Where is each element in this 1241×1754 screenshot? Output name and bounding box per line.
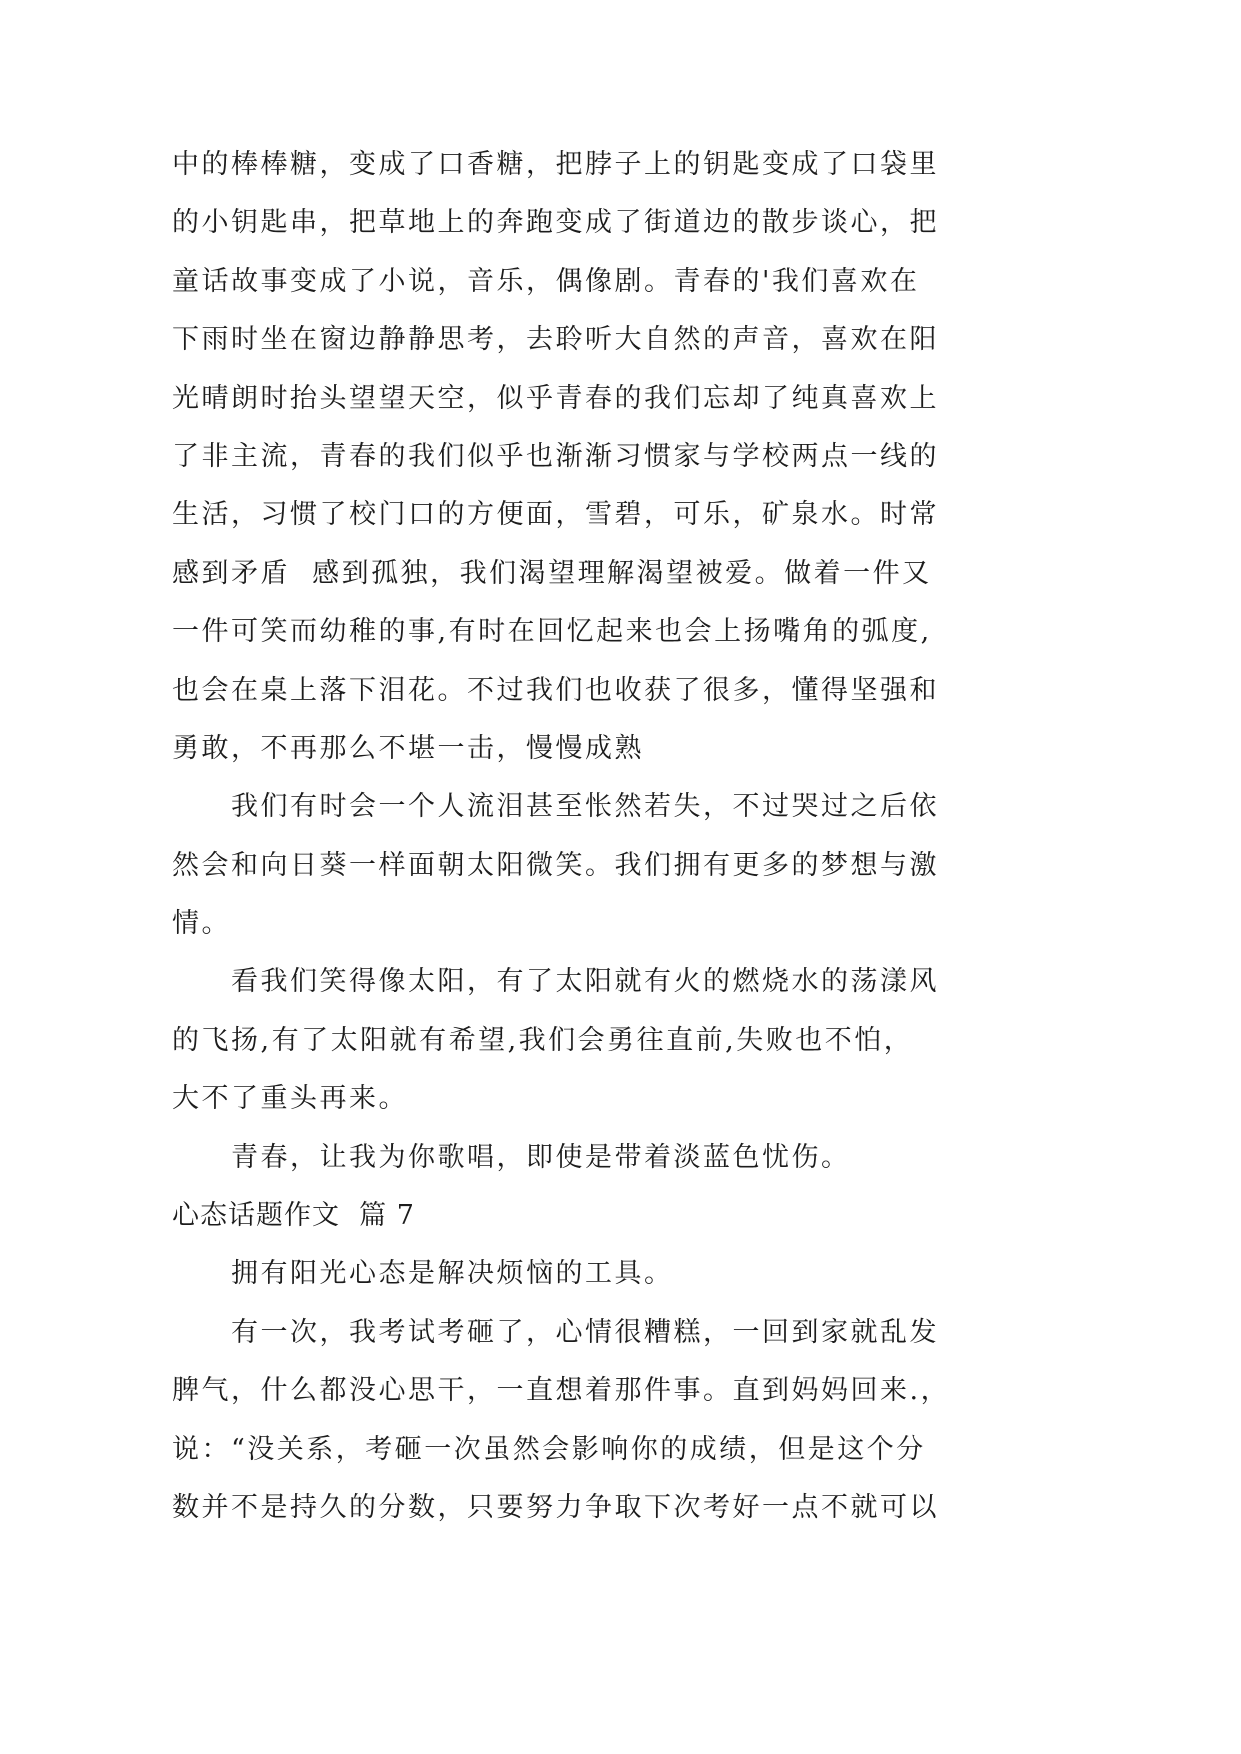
- text-line: 感到矛盾 感到孤独，我们渴望理解渴望被爱。做着一件又: [172, 557, 932, 589]
- text-line: 勇敢，不再那么不堪一击，慢慢成熟: [172, 732, 644, 764]
- text-line: 童话故事变成了小说，音乐，偶像剧。青春的'我们喜欢在: [172, 265, 920, 297]
- text-line: 生活，习惯了校门口的方便面，雪碧，可乐，矿泉水。时常: [172, 499, 939, 531]
- text-line: 下雨时坐在窗边静静思考，去聆听大自然的声音，喜欢在阳: [172, 324, 939, 356]
- text-line: 也会在桌上落下泪花。不过我们也收获了很多，懂得坚强和: [172, 674, 939, 706]
- text-line: 大不了重头再来。: [172, 1083, 408, 1115]
- paragraph: [172, 136, 1072, 778]
- paragraph: [172, 953, 1072, 1128]
- text-line: 看我们笑得像太阳，有了太阳就有火的燃烧水的荡漾风: [231, 966, 939, 998]
- paragraph: [172, 1245, 1072, 1303]
- text-line: 有一次，我考试考砸了，心情很糟糕，一回到家就乱发: [231, 1316, 939, 1348]
- paragraph: [172, 1129, 1072, 1187]
- text-line: 的小钥匙串，把草地上的奔跑变成了街道边的散步谈心，把: [172, 207, 939, 239]
- text-line: 青春，让我为你歌唱，即使是带着淡蓝色忧伤。: [231, 1141, 851, 1173]
- paragraph: [172, 1304, 1072, 1538]
- text-line: 拥有阳光心态是解决烦恼的工具。: [231, 1258, 674, 1290]
- text-line: 的飞扬,有了太阳就有希望,我们会勇往直前,失败也不怕，: [172, 1024, 914, 1056]
- text-line: 我们有时会一个人流泪甚至怅然若失，不过哭过之后依: [231, 791, 939, 823]
- section-heading: 心态话题作文 篇 7: [172, 1200, 415, 1232]
- text-line: 然会和向日葵一样面朝太阳微笑。我们拥有更多的梦想与激: [172, 849, 939, 881]
- text-line: 说：“没关系，考砸一次虽然会影响你的成绩，但是这个分: [172, 1433, 926, 1465]
- text-line: 数并不是持久的分数，只要努力争取下次考好一点不就可以: [172, 1491, 939, 1523]
- document-body: [172, 136, 1072, 1537]
- text-line: 一件可笑而幼稚的事,有时在回忆起来也会上扬嘴角的弧度,: [172, 616, 932, 648]
- text-line: 脾气，什么都没心思干，一直想着那件事。直到妈妈回来.，: [172, 1375, 951, 1407]
- text-line: 光晴朗时抬头望望天空，似乎青春的我们忘却了纯真喜欢上: [172, 382, 939, 414]
- text-line: 中的棒棒糖，变成了口香糖，把脖子上的钥匙变成了口袋里: [172, 149, 939, 180]
- text-line: 情。: [172, 908, 231, 940]
- paragraph: [172, 778, 1072, 953]
- text-line: 了非主流，青春的我们似乎也渐渐习惯家与学校两点一线的: [172, 440, 939, 472]
